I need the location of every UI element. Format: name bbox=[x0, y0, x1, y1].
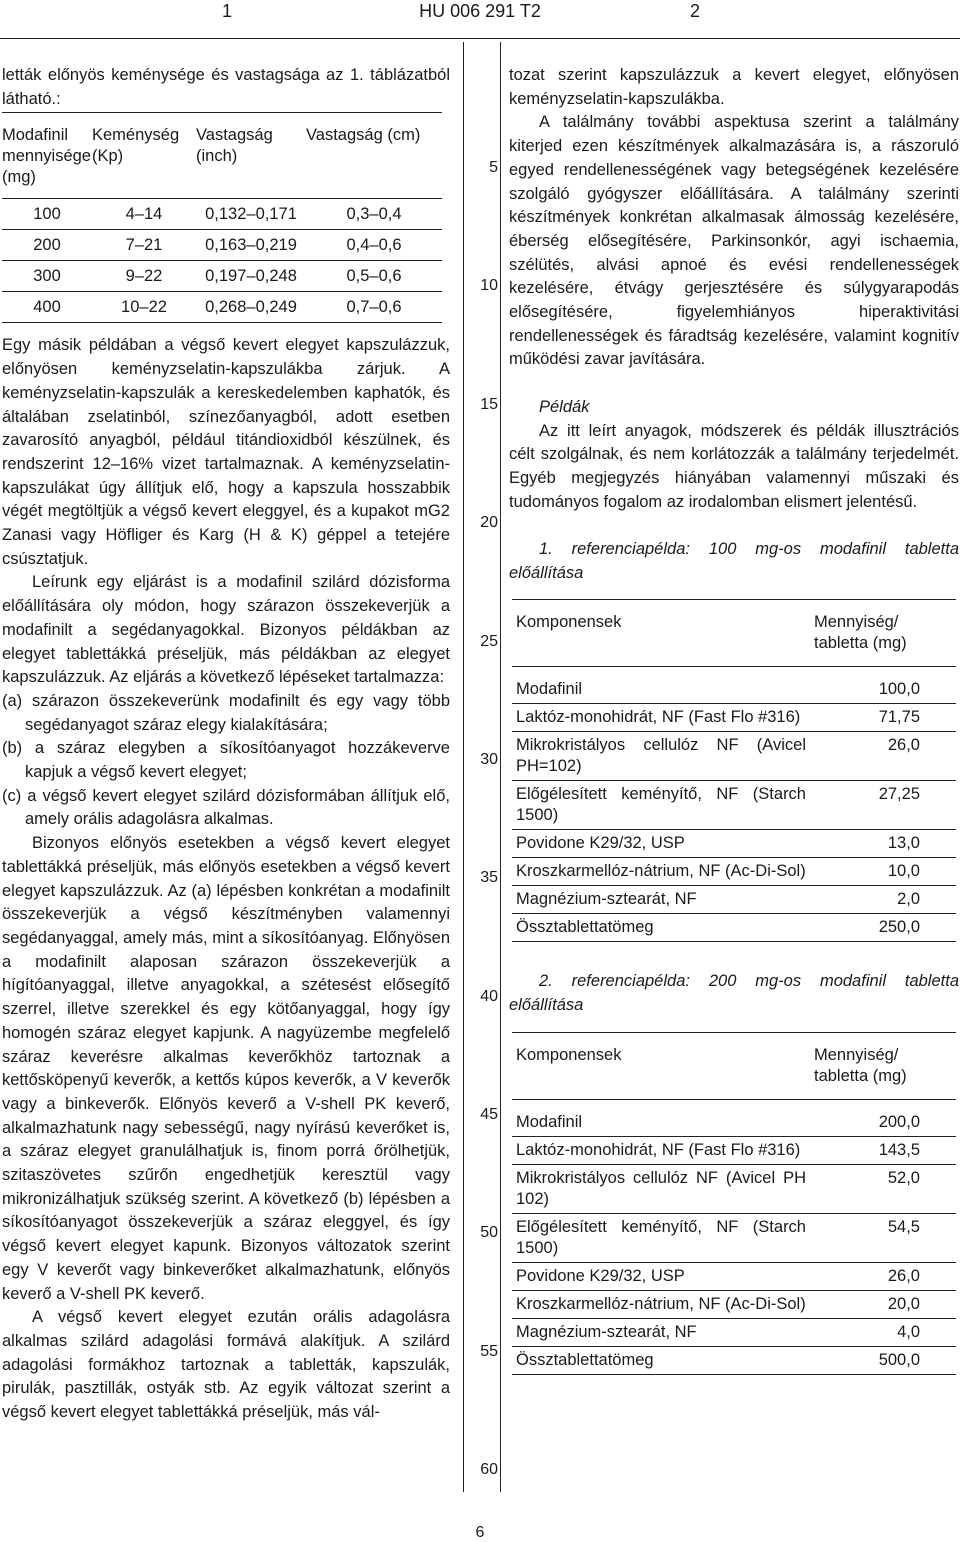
line-number: 20 bbox=[480, 514, 498, 531]
component-name: Laktóz-monohidrát, NF (Fast Flo #316) bbox=[512, 704, 810, 732]
table-row bbox=[512, 1099, 956, 1136]
component-amount: 26,0 bbox=[810, 732, 956, 781]
step-b: (b) a száraz elegyben a síkosítóanyagot hozzákeverve kapjuk a végső kevert elegyet; bbox=[2, 739, 450, 782]
cell-amount: 100 bbox=[33, 205, 61, 224]
table-row bbox=[512, 858, 956, 886]
component-name: Előgélesített keményítő, NF (Starch 1500) bbox=[512, 1213, 810, 1262]
header-thickness-cm: Vastagság (cm) bbox=[306, 126, 421, 145]
column-divider-left bbox=[463, 42, 464, 1492]
header-modafinil-amount: Modafinil mennyisége (mg) bbox=[2, 126, 91, 187]
component-amount: 20,0 bbox=[810, 1290, 956, 1318]
document-number: HU 006 291 T2 bbox=[419, 1, 541, 21]
header-amount-per-tablet: Mennyiség/ tabletta (mg) bbox=[814, 613, 907, 653]
paragraph-uses: A találmány további aspektusa szerint a találmány kiterjed ezen készítmények alkalmazására is, a rászoruló egyed rendellenességének vagy betegségének kezelésére szolgáló gyógyszer előállítására. A találmány szerinti készítmények konkrétan alkalmasak álmosság kezelésére, éberség elősegítésére, Parkinsonkór, agyi ischaemia, szélütés, alvási apnoé és evési rendellenességek kezelésére, étvágy gerjesztésére és súlygyarapodás elősegítésére, figyelemhiányos hiperaktivitási rendellenességek és fáradtság kezelésére, valamint kognitív működési zavar javítására. bbox=[509, 113, 959, 369]
table-row bbox=[2, 261, 442, 292]
header-components: Komponensek bbox=[516, 613, 622, 632]
cell-cm: 0,7–0,6 bbox=[346, 298, 402, 317]
cell-hardness: 10–22 bbox=[121, 298, 167, 317]
component-name: Povidone K29/32, USP bbox=[512, 1262, 810, 1290]
header-hardness: Keménység (Kp) bbox=[92, 126, 180, 166]
table-row bbox=[2, 230, 442, 261]
component-amount: 250,0 bbox=[810, 914, 956, 942]
header-thickness-inch: Vastagság (inch) bbox=[196, 126, 273, 166]
line-number: 10 bbox=[480, 277, 498, 294]
cell-inch: 0,132–0,171 bbox=[205, 205, 297, 224]
right-page-number: 2 bbox=[690, 1, 701, 21]
cell-amount: 400 bbox=[33, 298, 61, 317]
cell-amount: 300 bbox=[33, 267, 61, 286]
component-name: Össztablettatömeg bbox=[512, 914, 810, 942]
paragraph-examples-intro: Az itt leírt anyagok, módszerek és példák illusztrációs célt szolgálnak, és nem korlátozzák a találmány terjedelmét. Egyéb megjegyzés hiányában valamennyi műszaki és tudományos fogalom az irodalomban elismert jelentésű. bbox=[509, 421, 959, 511]
left-page-number: 1 bbox=[222, 1, 233, 21]
component-name: Mikrokristályos cellulóz NF (Avicel PH 102) bbox=[512, 1164, 810, 1213]
example-2-title: 2. referenciapélda: 200 mg-os modafinil tabletta előállítása bbox=[509, 972, 959, 1015]
examples-heading: Példák bbox=[539, 397, 590, 416]
cell-cm: 0,4–0,6 bbox=[346, 236, 402, 255]
paragraph-blending: Bizonyos előnyös esetekben a végső kevert elegyet tablettákká préseljük, más előnyös esetekben a végső kevert elegyet kapszulázzuk. Az (a) lépésben konkrétan a modafinilt összekeverjük a végső készítményben valamennyi segédanyaggal, amely más, mint a síkosítóanyag. Előnyösen a modafinilt alaposan szárazon összekeverjük a hígítóanyaggal, illetve anyagokkal, a szétesést elősegítő szerrel, illetve szerekkel és egy kötőanyaggal, hogy így homogén száraz elegyet kapjunk. A nagyüzembe megfelelő száraz keverésre alkalmas keverőkhöz tartoznak a kettősköpenyű keverők, a kettős kúpos keverők, a V keverők vagy a binkeverők. Előnyös keverő a V-shell PK keverő, alkalmazhatunk nagy sebességű, nagy nyírású keverőket is, a száraz elegyet granulálhatjuk is, finom porrá őrölhetjük, szitaszövetes szűrőn engedhetjük keresztül vagy mikronizálhatjuk szükség szerint. A következő (b) lépésben a síkosítóanyagot összekeverjük a száraz eleggyel, és így végső kevert elegyet kapunk. Bizonyos változatok szerint egy V keverőt vagy binkeverőket alkalmazhatunk, előnyös keverő a V-shell PK keverő. bbox=[2, 834, 450, 1303]
paragraph-capsules: Egy másik példában a végső kevert elegyet kapszulázzuk, előnyösen keményzselatin-kapszulákba zárjuk. A keményzselatin-kapszulák a kereskedelemben kaphatók, és általában zselatinból, színezőanyagból, adott esetben zavarosító anyagból, például titándioxidból készülnek, és rendszerint 12–16% vizet tartalmaznak. A keményzselatin-kapszulákat úgy állítjuk elő, hogy a kapszula hosszabbik végét megtöltjük a végső kevert eleggyel, és a kupakot mG2 Zanasi vagy Höfliger és Karg (H & K) géppel a tetejére csúsztatjuk. bbox=[2, 336, 450, 568]
line-number: 15 bbox=[480, 396, 498, 413]
line-number: 5 bbox=[489, 159, 498, 176]
table-row bbox=[512, 781, 956, 830]
component-amount: 52,0 bbox=[810, 1164, 956, 1213]
table-header-row bbox=[2, 113, 442, 199]
component-name: Modafinil bbox=[512, 1099, 810, 1136]
table-row bbox=[512, 704, 956, 732]
table-row bbox=[512, 830, 956, 858]
table-header-row bbox=[512, 600, 956, 667]
component-amount: 71,75 bbox=[810, 704, 956, 732]
component-name: Kroszkarmellóz-nátrium, NF (Ac-Di-Sol) bbox=[512, 1290, 810, 1318]
table-row bbox=[2, 199, 442, 230]
cell-hardness: 9–22 bbox=[125, 267, 163, 286]
line-number: 25 bbox=[480, 633, 498, 650]
line-number: 60 bbox=[480, 1461, 498, 1478]
right-column bbox=[509, 64, 959, 1375]
line-number: 45 bbox=[480, 1106, 498, 1123]
cell-inch: 0,163–0,219 bbox=[205, 236, 297, 255]
table-header-row bbox=[512, 1032, 956, 1099]
cell-inch: 0,197–0,248 bbox=[205, 267, 297, 286]
header-components: Komponensek bbox=[516, 1045, 622, 1064]
left-column bbox=[2, 64, 450, 1425]
cell-hardness: 4–14 bbox=[125, 205, 163, 224]
component-name: Laktóz-monohidrát, NF (Fast Flo #316) bbox=[512, 1136, 810, 1164]
line-number: 30 bbox=[480, 751, 498, 768]
example-2-table bbox=[512, 1032, 956, 1375]
hardness-thickness-table bbox=[2, 112, 442, 323]
cell-cm: 0,3–0,4 bbox=[346, 205, 402, 224]
table-row bbox=[512, 886, 956, 914]
component-name: Magnézium-sztearát, NF bbox=[512, 1318, 810, 1346]
table-row bbox=[512, 1213, 956, 1262]
component-amount: 4,0 bbox=[810, 1318, 956, 1346]
component-name: Povidone K29/32, USP bbox=[512, 830, 810, 858]
component-name: Össztablettatömeg bbox=[512, 1346, 810, 1374]
table-row bbox=[512, 1164, 956, 1213]
step-a: (a) szárazon összekeverünk modafinilt és egy vagy több segédanyagot száraz elegy kialakítására; bbox=[2, 691, 450, 734]
component-amount: 200,0 bbox=[810, 1099, 956, 1136]
cell-cm: 0,5–0,6 bbox=[346, 267, 402, 286]
table-row bbox=[512, 667, 956, 704]
header-amount-per-tablet: Mennyiség/ tabletta (mg) bbox=[814, 1045, 907, 1085]
component-amount: 100,0 bbox=[810, 667, 956, 704]
cell-hardness: 7–21 bbox=[125, 236, 163, 255]
example-1-title: 1. referenciapélda: 100 mg-os modafinil tabletta előállítása bbox=[509, 540, 959, 582]
component-name: Mikrokristályos cellulóz NF (Avicel PH=102) bbox=[512, 732, 810, 781]
line-number: 40 bbox=[480, 988, 498, 1005]
table-row bbox=[512, 1346, 956, 1374]
component-name: Előgélesített keményítő, NF (Starch 1500) bbox=[512, 781, 810, 830]
intro-paragraph: letták előnyös keménysége és vastagsága az 1. táblázatból látható.: bbox=[2, 66, 450, 108]
table-row bbox=[512, 732, 956, 781]
component-amount: 10,0 bbox=[810, 858, 956, 886]
table-row bbox=[512, 1318, 956, 1346]
line-number: 50 bbox=[480, 1224, 498, 1241]
component-amount: 2,0 bbox=[810, 886, 956, 914]
table-row bbox=[512, 1262, 956, 1290]
column-divider-right bbox=[500, 42, 501, 1492]
component-amount: 27,25 bbox=[810, 781, 956, 830]
page-number: 6 bbox=[475, 1524, 485, 1541]
paragraph-continuation: tozat szerint kapszulázzuk a kevert elegyet, előnyösen keményzselatin-kapszulákba. bbox=[509, 66, 959, 108]
line-number: 55 bbox=[480, 1343, 498, 1360]
paragraph-dosage-form: A végső kevert elegyet ezután orális adagolásra alkalmas szilárd adagolási formává alakítjuk. A szilárd adagolási formákhoz tartoznak a tabletták, kapszulák, pirulák, pasztillák, ostyák stb. Az egyik változat szerint a végső kevert elegyet tablettákká préseljük, más vál- bbox=[2, 1308, 450, 1422]
component-amount: 54,5 bbox=[810, 1213, 956, 1262]
table-row bbox=[512, 914, 956, 942]
component-amount: 13,0 bbox=[810, 830, 956, 858]
component-name: Kroszkarmellóz-nátrium, NF (Ac-Di-Sol) bbox=[512, 858, 810, 886]
step-c: (c) a végső kevert elegyet szilárd dózisformában állítjuk elő, amely orális adagolásra alkalmas. bbox=[2, 786, 450, 829]
component-amount: 143,5 bbox=[810, 1136, 956, 1164]
component-amount: 26,0 bbox=[810, 1262, 956, 1290]
header-rule bbox=[0, 38, 960, 39]
table-row bbox=[512, 1136, 956, 1164]
component-amount: 500,0 bbox=[810, 1346, 956, 1374]
table-row bbox=[512, 1290, 956, 1318]
paragraph-process: Leírunk egy eljárást is a modafinil szilárd dózisforma előállítására oly módon, hogy szárazon összekeverjük a modafinilt a segédanyagokkal. Bizonyos példákban az elegyet tablettákká préseljük, más példákban az elegyet kapszulázzuk. Az eljárás a következő lépéseket tartalmazza: bbox=[2, 573, 450, 687]
line-number: 35 bbox=[480, 869, 498, 886]
table-row bbox=[2, 292, 442, 323]
example-1-table bbox=[512, 599, 956, 942]
component-name: Magnézium-sztearát, NF bbox=[512, 886, 810, 914]
component-name: Modafinil bbox=[512, 667, 810, 704]
cell-amount: 200 bbox=[33, 236, 61, 255]
cell-inch: 0,268–0,249 bbox=[205, 298, 297, 317]
